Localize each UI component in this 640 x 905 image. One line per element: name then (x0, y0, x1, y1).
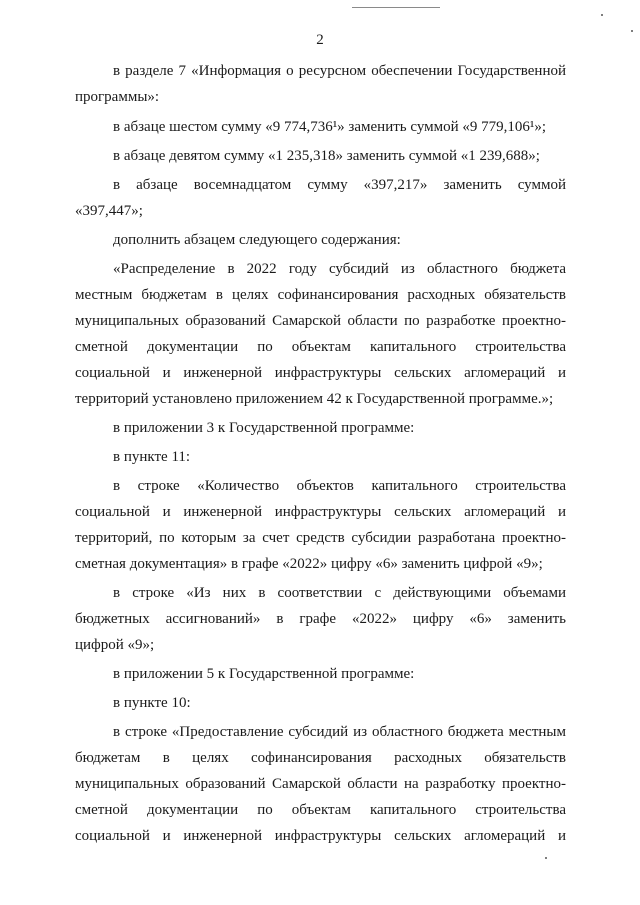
document-body (75, 58, 566, 849)
text-line: бюджетных ассигнований» в графе «2022» цифру «6» заменить (75, 611, 566, 627)
paragraph (75, 690, 566, 716)
paragraph (75, 719, 566, 849)
text-line: в строке «Из них в соответствии с действующими объемами (113, 585, 566, 601)
text-line: в строке «Предоставление субсидий из областного бюджета местным (113, 724, 566, 740)
paragraph (75, 661, 566, 687)
text-line: сметная документация» в графе «2022» цифру «6» заменить цифрой «9»; (75, 556, 543, 572)
text-line: сметной документации по объектам капитального строительства (75, 802, 566, 818)
scan-speck (545, 857, 547, 859)
text-line: муниципальных образований Самарской области на разработку проектно- (75, 776, 566, 792)
text-line: в строке «Количество объектов капитального строительства (113, 478, 566, 494)
text-line: в приложении 5 к Государственной программе: (113, 666, 415, 682)
text-line: социальной и инженерной инфраструктуры сельских агломераций и (75, 365, 566, 381)
paragraph (75, 114, 566, 140)
text-line: в разделе 7 «Информация о ресурсном обеспечении Государственной (113, 63, 566, 79)
text-line: в пункте 11: (113, 449, 191, 465)
text-line: в приложении 3 к Государственной программе: (113, 420, 415, 436)
scan-edge-line (352, 7, 440, 8)
text-line: территорий, по которым за счет средств субсидии разработана проектно- (75, 530, 566, 546)
text-line: в абзаце восемнадцатом сумму «397,217» заменить суммой (113, 177, 566, 193)
text-line: программы»: (75, 89, 160, 105)
text-line: территорий установлено приложением 42 к Государственной программе.»; (75, 391, 554, 407)
text-line: «397,447»; (75, 203, 143, 219)
paragraph (75, 473, 566, 577)
text-line: бюджетам в целях софинансирования расходных обязательств (75, 750, 566, 766)
text-line: в абзаце девятом сумму «1 235,318» заменить суммой «1 239,688»; (113, 148, 540, 164)
text-line: в абзаце шестом сумму «9 774,736¹» заменить суммой «9 779,106¹»; (113, 119, 547, 135)
text-line: дополнить абзацем следующего содержания: (113, 232, 401, 248)
text-line: цифрой «9»; (75, 637, 155, 653)
text-line: сметной документации по объектам капитального строительства (75, 339, 566, 355)
paragraph (75, 172, 566, 224)
paragraph (75, 444, 566, 470)
paragraph (75, 256, 566, 412)
page-number: 2 (316, 32, 324, 48)
scan-speck (601, 14, 603, 16)
text-line: муниципальных образований Самарской области по разработке проектно- (75, 313, 566, 329)
paragraph (75, 58, 566, 110)
paragraph (75, 143, 566, 169)
text-line: местным бюджетам в целях софинансирования расходных обязательств (75, 287, 566, 303)
paragraph (75, 415, 566, 441)
text-line: «Распределение в 2022 году субсидий из областного бюджета (113, 261, 566, 277)
paragraph (75, 227, 566, 253)
text-line: социальной и инженерной инфраструктуры сельских агломераций и (75, 828, 566, 844)
paragraph (75, 580, 566, 658)
text-line: в пункте 10: (113, 695, 191, 711)
text-line: социальной и инженерной инфраструктуры сельских агломераций и (75, 504, 566, 520)
